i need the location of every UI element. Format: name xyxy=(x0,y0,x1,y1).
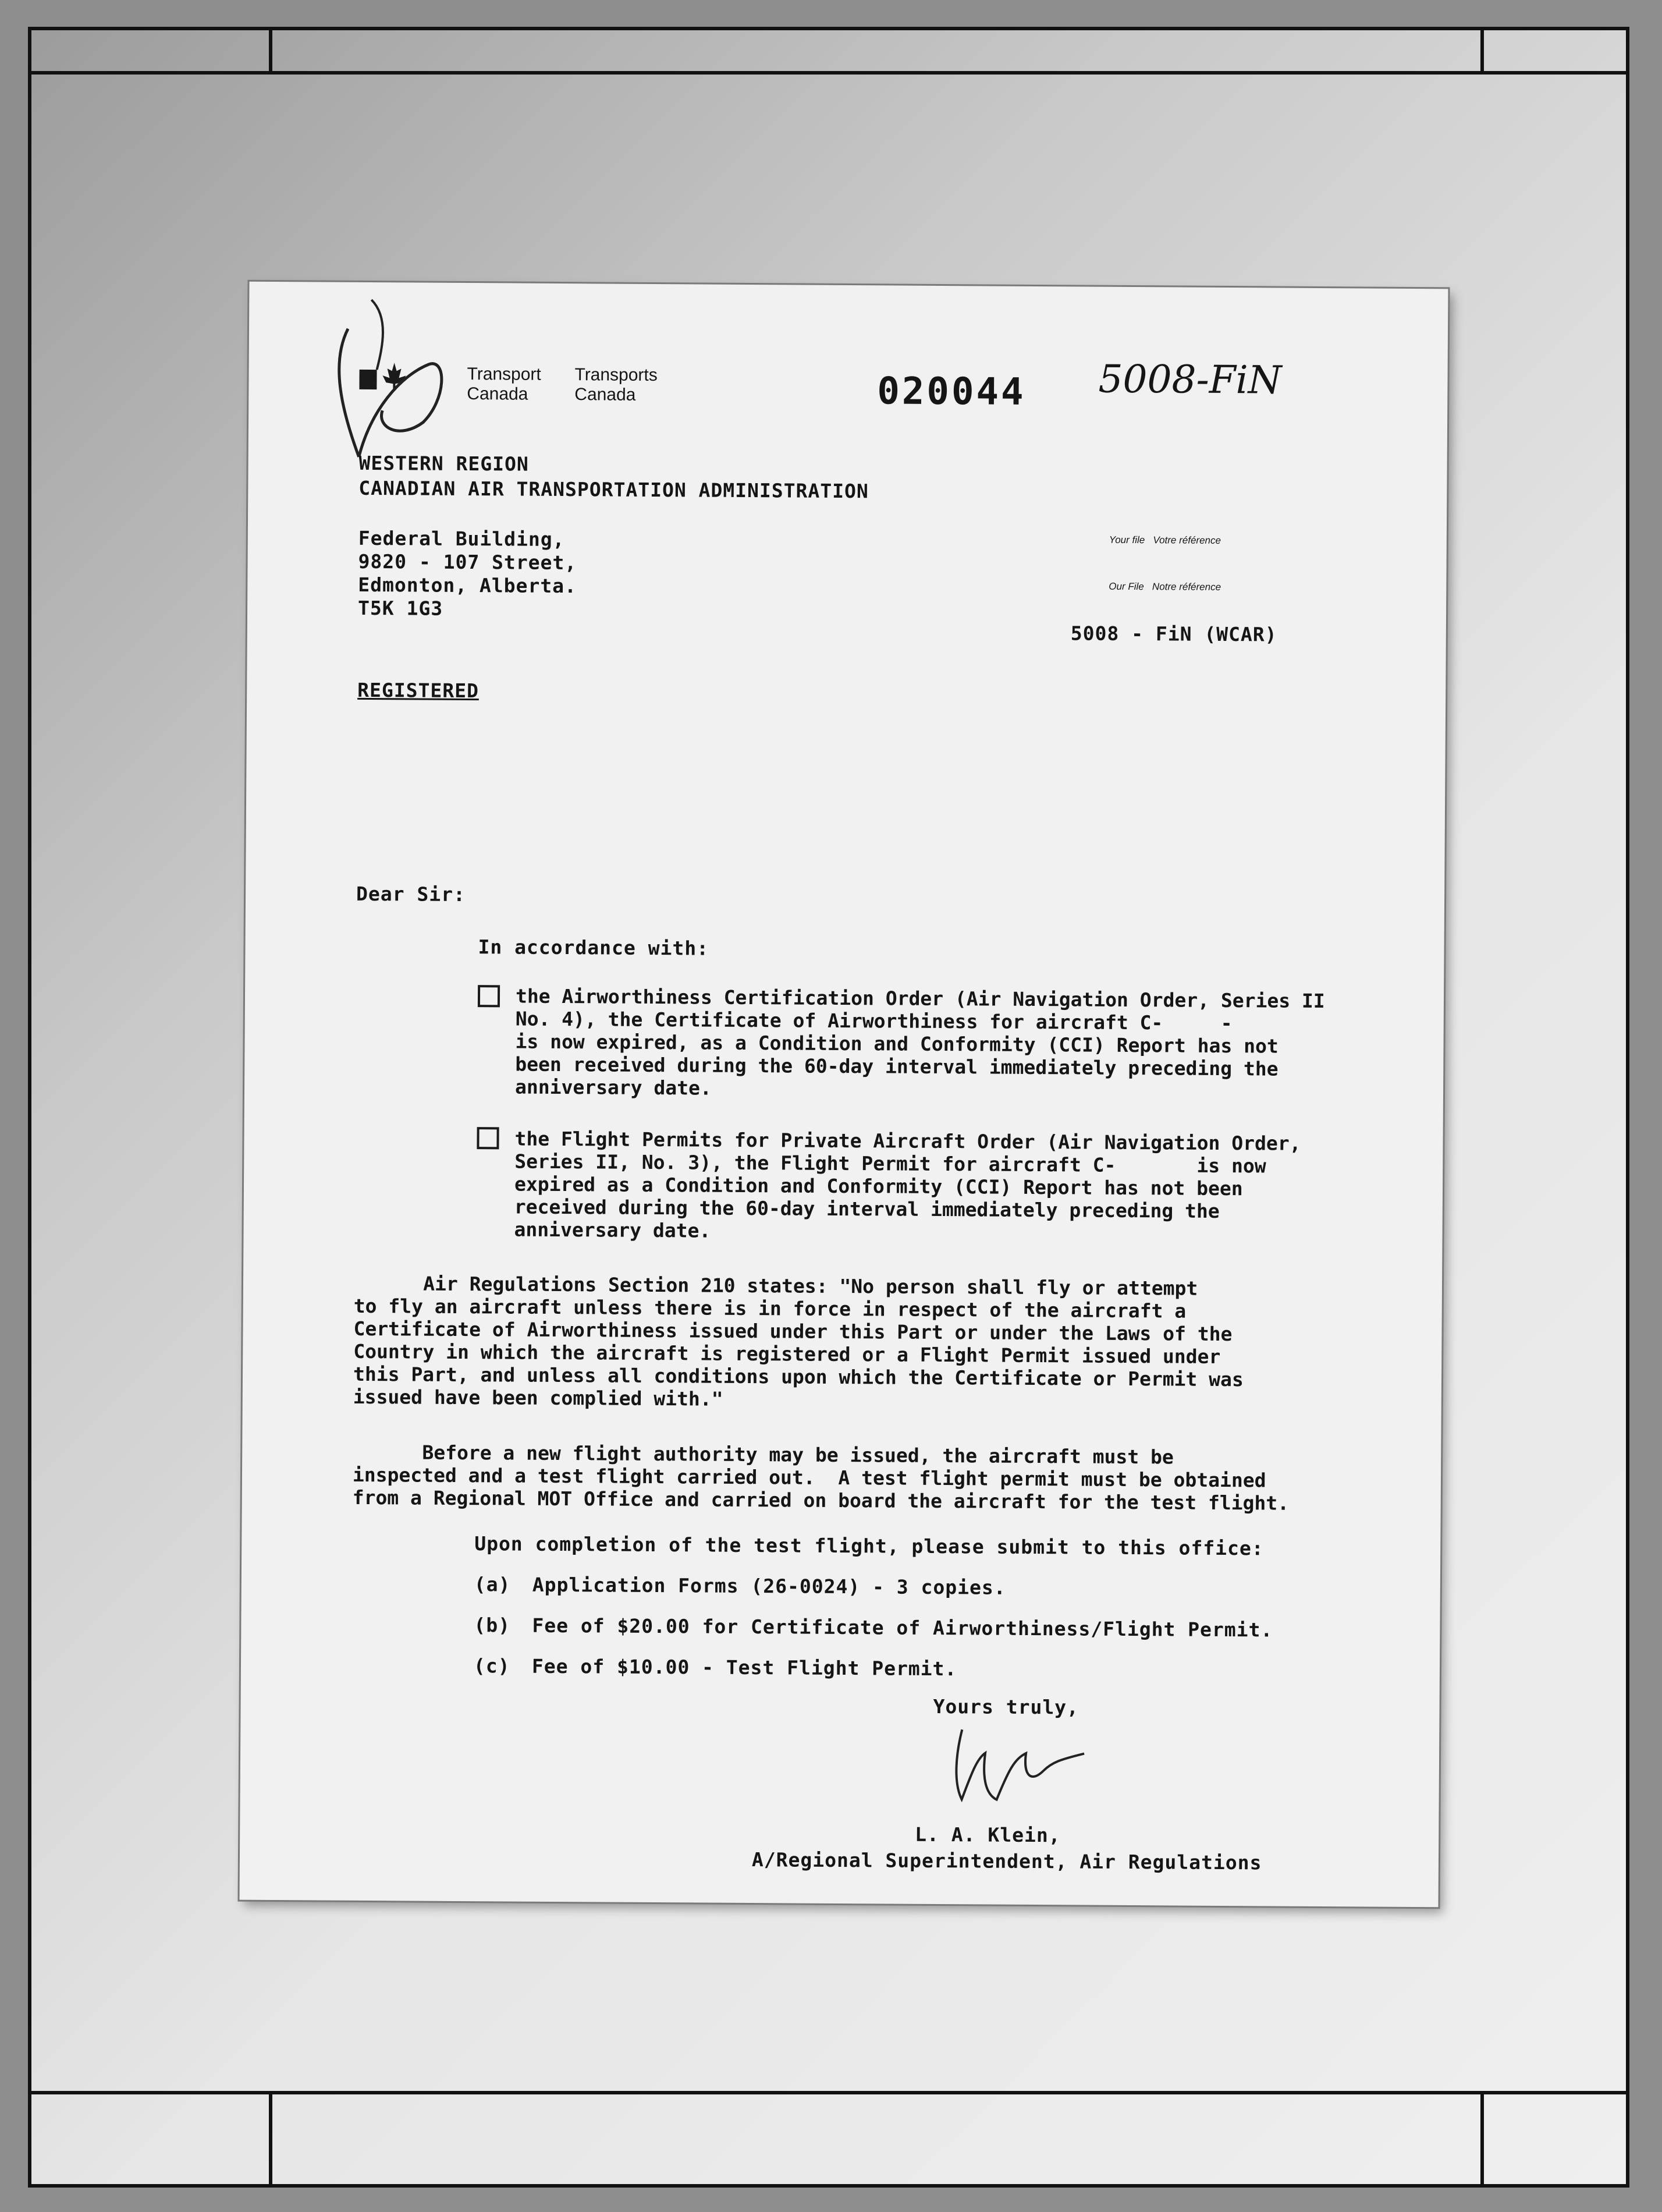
agency-name-french: Transports Canada xyxy=(574,365,658,405)
document-number: 020044 xyxy=(877,370,1026,414)
letter-page xyxy=(240,282,1448,1908)
closing: Yours truly, xyxy=(933,1695,1079,1719)
handwritten-file-reference: 5008-FiN xyxy=(1098,356,1282,403)
inspection-paragraph: Before a new flight authority may be issued, the aircraft must be inspected and a test flight carried out. A test flight permit must be obtained from a Regional MOT Office and carried on board the aircraft for the test flight. xyxy=(352,1440,1290,1515)
your-file-label: Your file Votre référence xyxy=(1109,534,1221,546)
signatory-name: L. A. Klein, xyxy=(915,1823,1061,1847)
list-item-marker: (c) xyxy=(473,1654,510,1678)
signature-icon xyxy=(944,1718,1096,1806)
list-item: Fee of $10.00 - Test Flight Permit. xyxy=(531,1654,957,1681)
option-1-text: the Airworthiness Certification Order (Air Navigation Order, Series II No. 4), the Certificate of Airworthiness for aircraft C- - is now expired, as a Condition and Conformity (CCI) Report has not been received during the 60-day interval immediately preceding the anniversary date. xyxy=(514,984,1325,1100)
handwritten-initials-icon xyxy=(312,293,453,469)
our-file-reference: 5008 - FiN (WCAR) xyxy=(1070,622,1277,646)
sender-address: Federal Building, 9820 - 107 Street, Edmonton, Alberta. T5K 1G3 xyxy=(357,526,577,620)
option-1-checkbox[interactable] xyxy=(478,985,500,1007)
our-file-label: Our File Notre référence xyxy=(1109,580,1221,593)
signatory-title: A/Regional Superintendent, Air Regulations xyxy=(751,1848,1262,1874)
sender-administration: CANADIAN AIR TRANSPORTATION ADMINISTRATION xyxy=(358,476,869,503)
frame-tick xyxy=(1480,30,1484,71)
frame-tick xyxy=(269,2091,272,2184)
frame-tick xyxy=(1480,2091,1484,2184)
frame-top-rule xyxy=(31,71,1626,75)
regulation-paragraph: Air Regulations Section 210 states: "No person shall fly or attempt to fly an aircraft unless there is in force in respect of the aircraft a Certificate of Airworthiness issued under this Part or under the Laws of the Country in which the aircraft is registered or a Flight Permit issued under this Part, and unless all conditions upon which the Certificate or Permit was issued have been complied with." xyxy=(353,1271,1244,1410)
frame-tick xyxy=(269,30,272,71)
option-2-checkbox[interactable] xyxy=(477,1127,499,1149)
agency-name-english: Transport Canada xyxy=(467,364,541,404)
salutation: Dear Sir: xyxy=(356,882,466,906)
list-item-marker: (a) xyxy=(474,1573,511,1596)
option-2-text: the Flight Permits for Private Aircraft Order (Air Navigation Order, Series II, No. 3), the Flight Permit for aircraft C- is now expired as a Condition and Conformity (CCI) Report has not been received during the 60-day interval immediately preceding the anniversary date. xyxy=(514,1127,1301,1242)
list-item: Fee of $20.00 for Certificate of Airworthiness/Flight Permit. xyxy=(532,1614,1273,1642)
intro-line: In accordance with: xyxy=(478,935,709,960)
registered-mark: REGISTERED xyxy=(357,678,480,703)
sender-region: WESTERN REGION xyxy=(358,451,529,476)
submit-intro: Upon completion of the test flight, please submit to this office: xyxy=(474,1532,1264,1560)
list-item: Application Forms (26-0024) - 3 copies. xyxy=(532,1573,1006,1599)
list-item-marker: (b) xyxy=(474,1614,511,1637)
